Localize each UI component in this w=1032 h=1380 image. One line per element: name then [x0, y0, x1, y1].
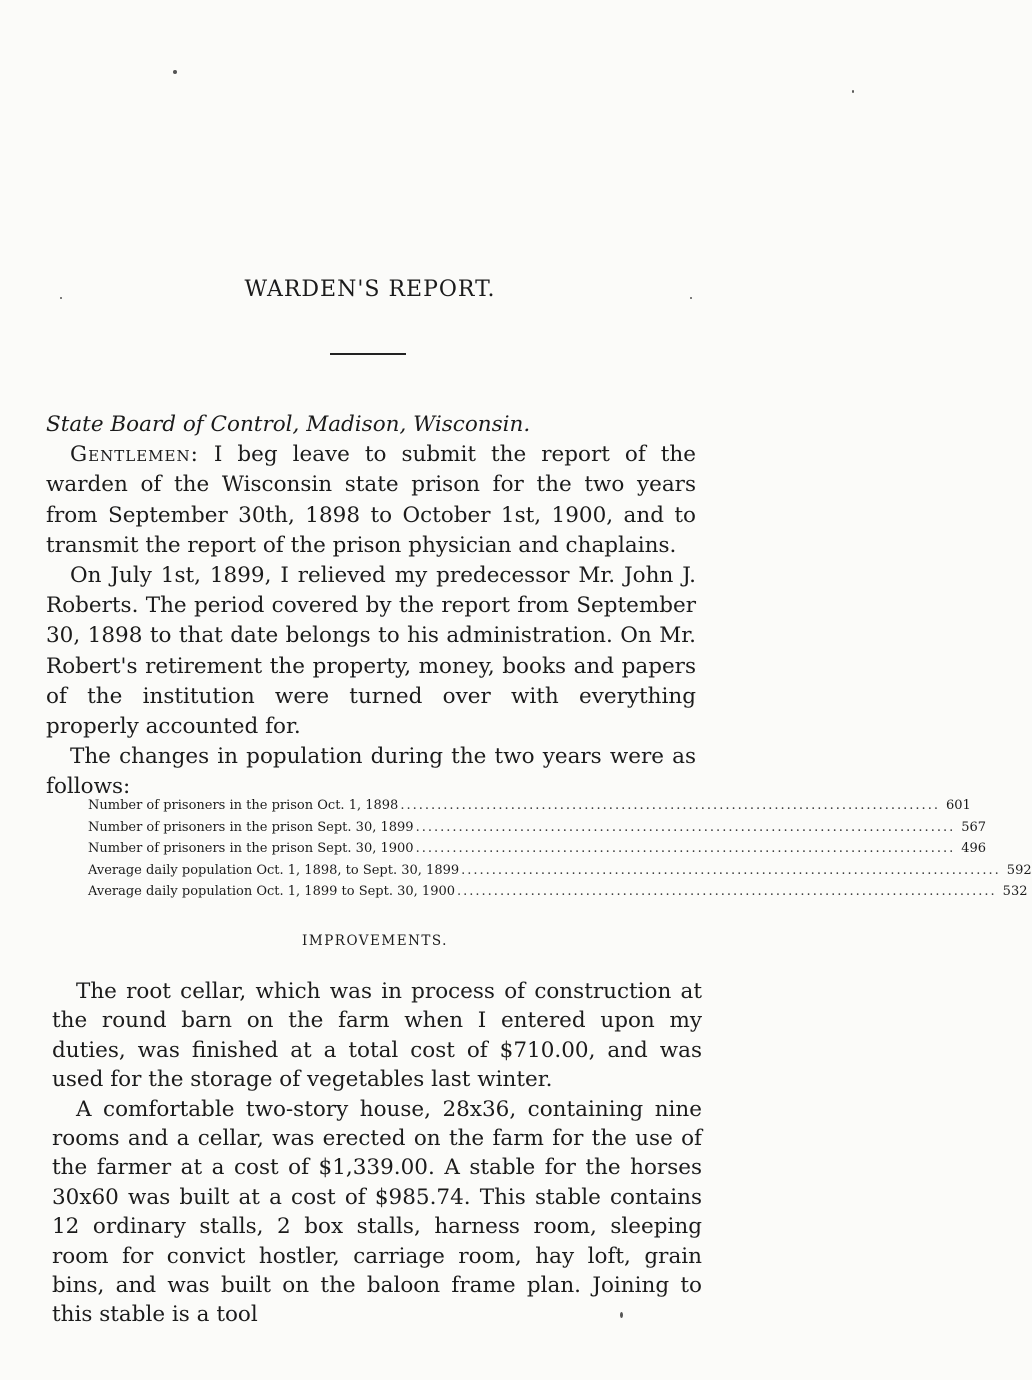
table-row [88, 881, 1028, 903]
leader-dots: ........................................................................................ [400, 798, 940, 813]
salutation: State Board of Control, Madison, Wisconsin. [46, 412, 531, 437]
table-row [88, 838, 987, 860]
row-value: 601 [945, 798, 971, 813]
scan-speck [173, 70, 177, 74]
leader-dots: ........................................................................................ [415, 841, 956, 856]
leader-dots: ........................................................................................ [415, 819, 956, 835]
intro-paragraph-1-text: I beg leave to submit the report of the warden of the Wisconsin state prison for the two years from September 30th, 1898 to October 1st, 1900, and to transmit the report of the prison physician and chaplains. [46, 442, 696, 558]
improvements-paragraph-1: The root cellar, which was in process of construction at the round barn on the farm when I entered upon my duties, was finished at a total cost of $710.00, and was used for the storage of vegetables last winter. [52, 979, 702, 1093]
row-label: Average daily population Oct. 1, 1899 to Sept. 30, 1900 [88, 884, 456, 899]
table-row [88, 795, 971, 817]
table-row [88, 860, 1032, 882]
intro-paragraph-1 [46, 440, 696, 561]
section-heading-improvements: IMPROVEMENTS. [302, 933, 448, 949]
leader-dots: ........................................................................................ [461, 862, 1001, 878]
improvements-paragraph-2: A comfortable two-story house, 28x36, containing nine rooms and a cellar, was erected on the farm for the use of the farmer at a cost of $1,339.00. A stable for the horses 30x60 was built at a cost of $985.74. This stable contains 12 ordinary stalls, 2 box stalls, harness room, sleeping room for convict hostler, carriage room, hay loft, grain bins, and was built on the baloon frame plan. Joining to this stable is a tool [52, 1096, 702, 1328]
population-table [88, 795, 1032, 903]
title-rule [330, 353, 406, 355]
row-value: 496 [961, 841, 987, 856]
improvements-text [52, 977, 702, 1330]
intro-paragraph-2: On July 1st, 1899, I relieved my predecessor Mr. John J. Roberts. The period covered by the report from September 30, 1898 to that date belongs to his administration. On Mr. Robert's retirement the property, money, books and papers of the institution were turned over with everything properly accounted for. [46, 563, 696, 740]
intro-text [46, 410, 696, 803]
row-label: Number of prisoners in the prison Sept. 30, 1900 [88, 841, 414, 856]
row-label: Number of prisoners in the prison Sept. 30, 1899 [88, 819, 414, 835]
gentlemen-word: Gentlemen: [70, 442, 199, 468]
row-label: Number of prisoners in the prison Oct. 1, 1898 [88, 798, 399, 813]
intro-paragraph-3: The changes in population during the two years were as follows: [46, 744, 696, 800]
row-value: 592 [1006, 862, 1032, 878]
page-title: WARDEN'S REPORT. [244, 277, 496, 302]
table-row [88, 817, 987, 839]
scan-speck [852, 90, 854, 93]
leader-dots: ........................................................................................ [457, 884, 997, 899]
row-value: 567 [961, 819, 987, 835]
row-value: 532 [1002, 884, 1028, 899]
row-label: Average daily population Oct. 1, 1898, to Sept. 30, 1899 [88, 862, 460, 878]
